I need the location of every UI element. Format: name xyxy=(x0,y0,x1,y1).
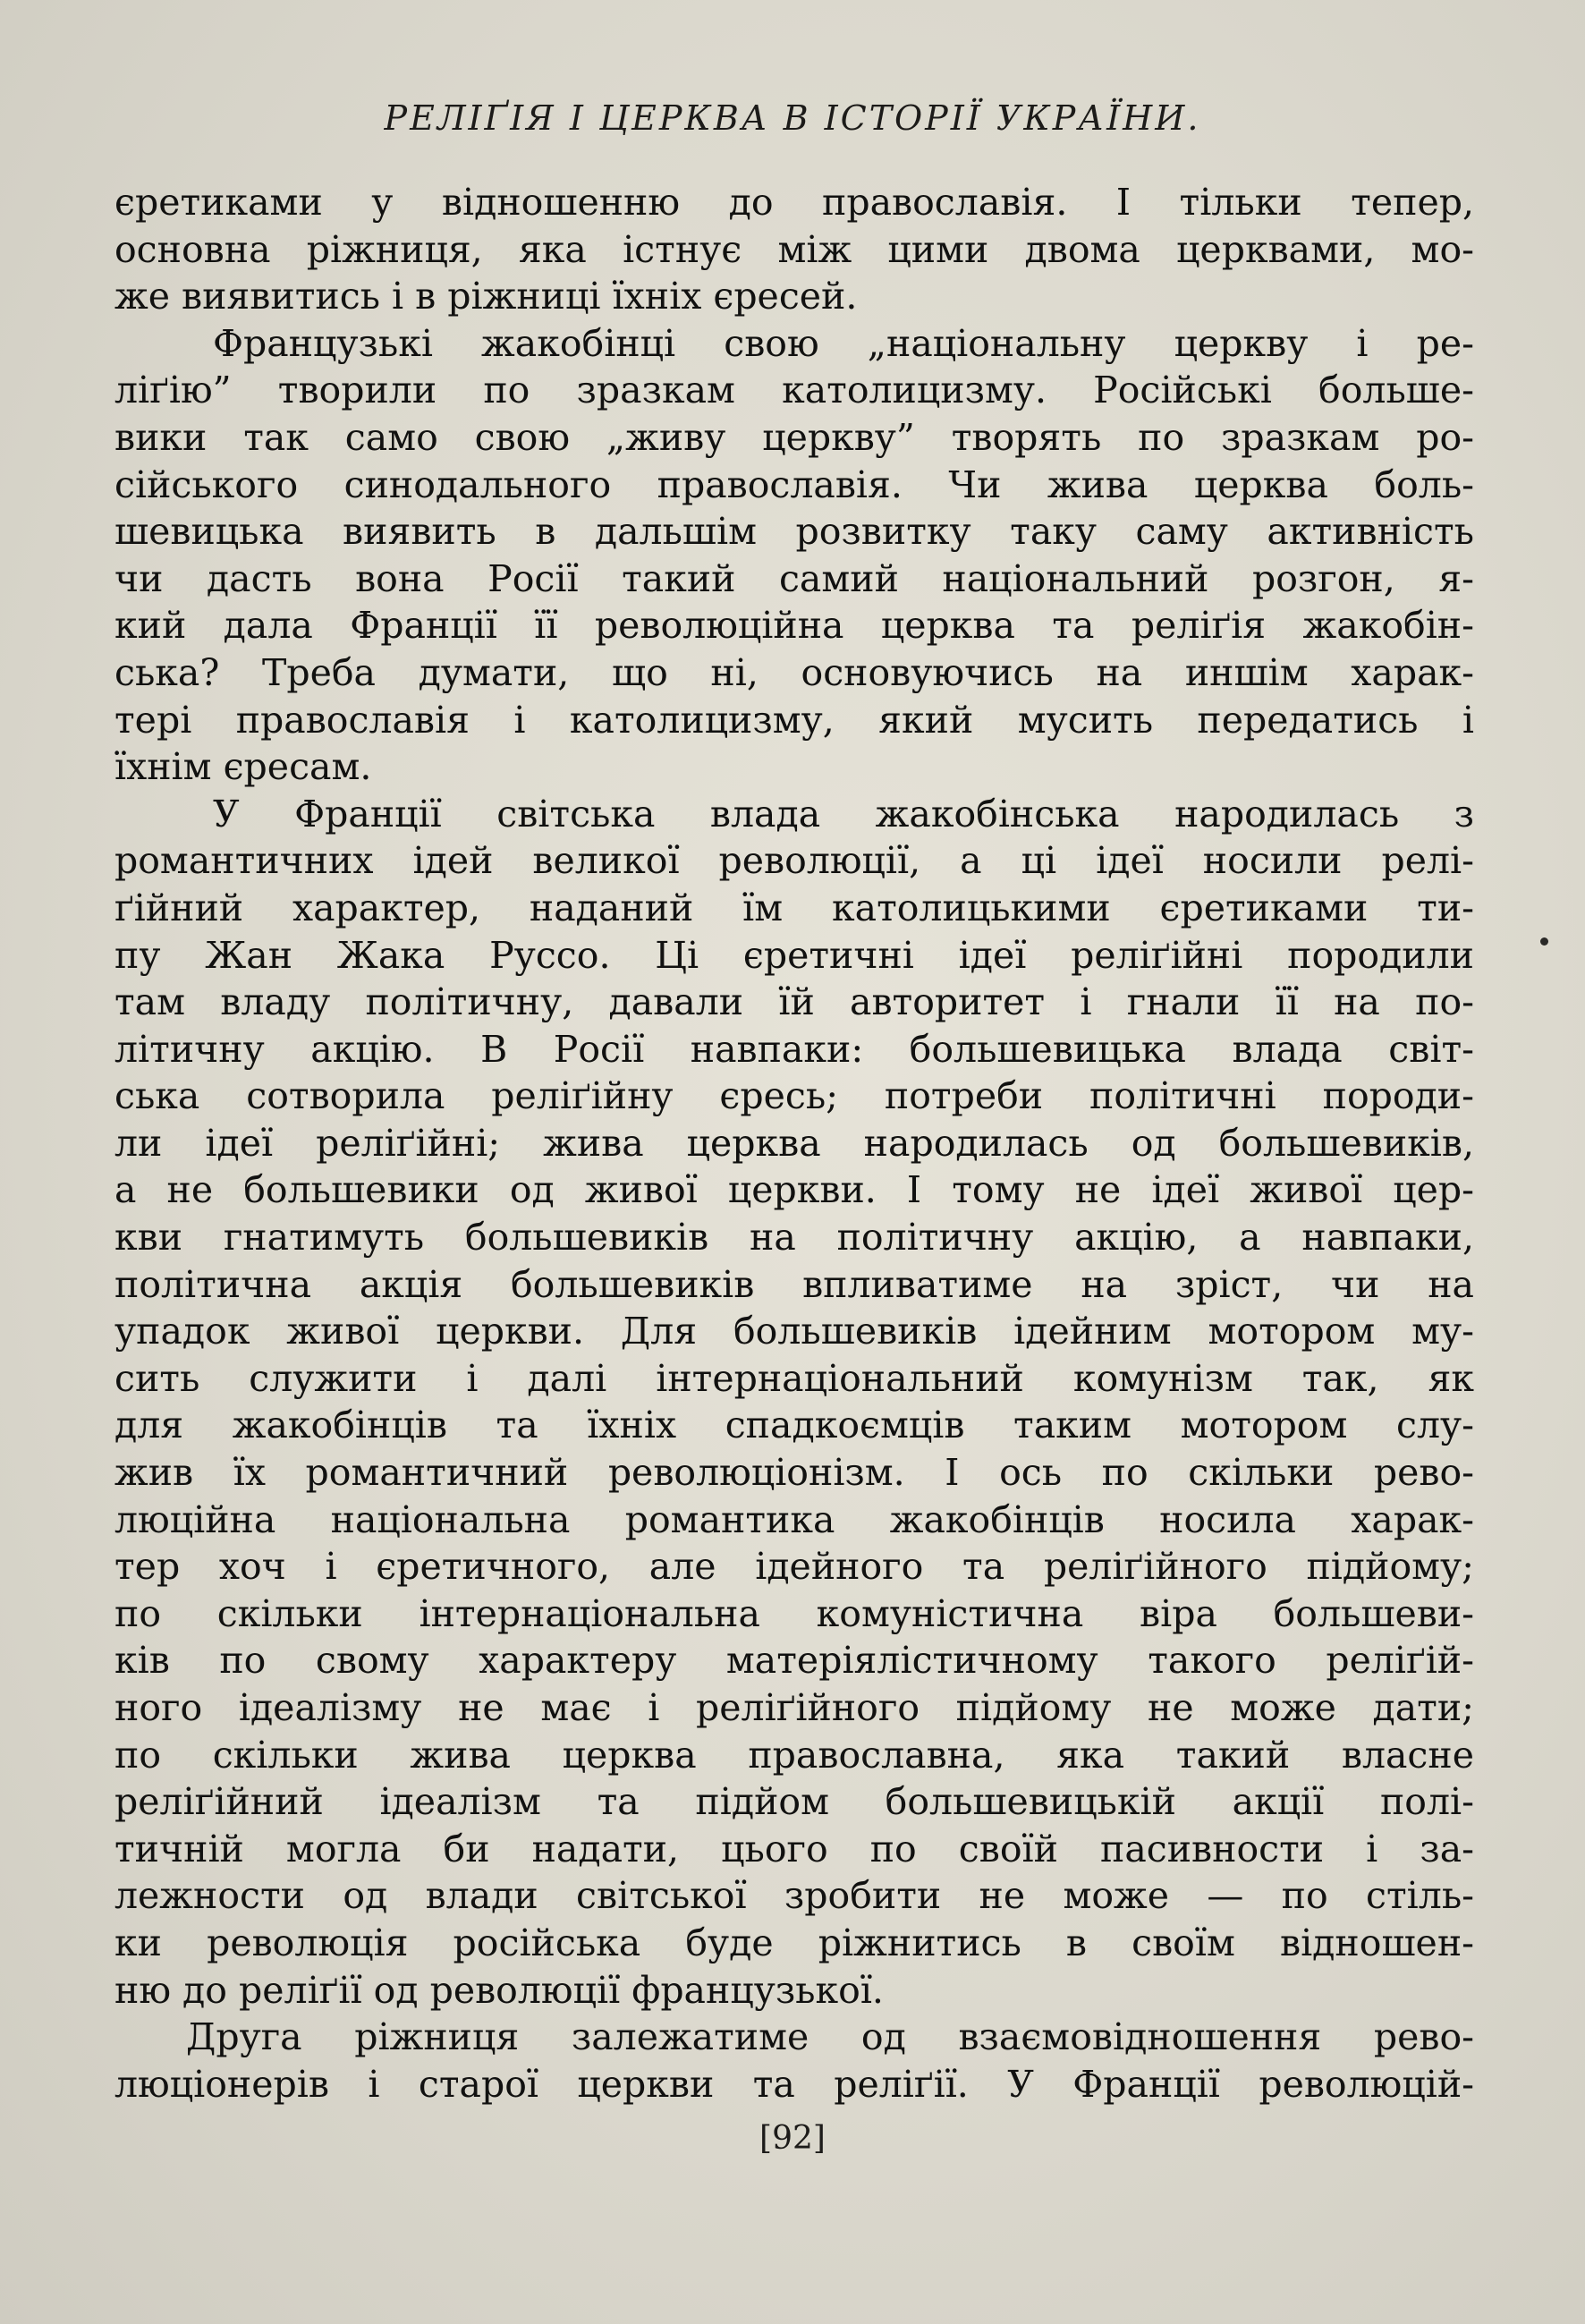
text-line: по скільки інтернаціональна комуністична віра большеви- xyxy=(114,1591,1474,1635)
text-line: ків по свому характеру матеріялістичному такого реліґій- xyxy=(114,1639,1474,1683)
text-line: люціонерів і старої церкви та реліґії. У Франції революцій- xyxy=(114,2062,1474,2106)
text-line: Французькі жакобінці свою „національну церкву і ре- xyxy=(213,321,1474,365)
running-head: РЕЛІҐІЯ І ЦЕРКВА В ІСТОРІЇ УКРАЇНИ. xyxy=(384,98,1201,138)
text-line: чи дасть вона Росії такий самий національний розгон, я- xyxy=(114,556,1474,600)
text-line: Друга ріжниця залежатиме од взаємовідношення рево- xyxy=(186,2015,1474,2059)
text-line: там владу політичну, давали їй авторитет і гнали її на по- xyxy=(114,980,1474,1024)
text-line: шевицька виявить в дальшім розвитку таку саму активність xyxy=(114,510,1474,554)
text-line: упадок живої церкви. Для большевиків ідейним мотором му- xyxy=(114,1310,1474,1353)
text-line: ська? Треба думати, що ні, основуючись на иншім харак- xyxy=(114,650,1474,694)
text-line: сить служити і далі інтернаціональний комунізм так, як xyxy=(114,1356,1474,1400)
text-line: романтичних ідей великої революції, а ці ідеї носили релі- xyxy=(114,839,1474,883)
text-line: ґійний характер, наданий їм католицькими єретиками ти- xyxy=(114,886,1474,929)
text-line: ли ідеї реліґійні; жива церква народилась од большевиків, xyxy=(114,1121,1474,1165)
page-number: [92] xyxy=(759,2120,826,2157)
text-line: кви гнатимуть большевиків на політичну акцію, а навпаки, xyxy=(114,1216,1474,1260)
text-line: сійського синодального православія. Чи жива церква боль- xyxy=(114,462,1474,506)
text-line: ліґію” творили по зразкам католицизму. Російські больше- xyxy=(114,369,1474,412)
text-line: ного ідеалізму не має і реліґійного підйому не може дати; xyxy=(114,1686,1474,1729)
text-line: літичну акцію. В Росії навпаки: большевицька влада світ- xyxy=(114,1027,1474,1071)
text-line: жив їх романтичний революціонізм. І ось по скільки рево- xyxy=(114,1451,1474,1495)
ink-speck xyxy=(1540,937,1548,946)
text-line: тичній могла би надати, цього по своїй пасивности і за- xyxy=(114,1827,1474,1870)
text-line: тер хоч і єретичного, але ідейного та реліґійного підйому; xyxy=(114,1545,1474,1589)
text-line: їхнім єресам. xyxy=(114,745,372,789)
paragraph-4 xyxy=(114,2014,1474,2108)
text-line: лежности од влади світської зробити не може — по стіль- xyxy=(114,1874,1474,1918)
text-line: люційна національна романтика жакобінців носила харак- xyxy=(114,1497,1474,1541)
text-line: кий дала Франції її революційна церква та реліґія жакобін- xyxy=(114,604,1474,648)
text-line: ки революція російська буде ріжнитись в своїм відношен- xyxy=(114,1921,1474,1964)
text-line: ню до реліґії од революції французької. xyxy=(114,1968,884,2012)
text-line: політична акція большевиків впливатиме на зріст, чи на xyxy=(114,1262,1474,1306)
text-line: для жакобінців та їхніх спадкоємців таким мотором слу- xyxy=(114,1404,1474,1447)
body-text xyxy=(114,179,1474,2108)
text-line: реліґійний ідеалізм та підйом большевицькій акції полі- xyxy=(114,1780,1474,1824)
text-line: а не большевики од живої церкви. І тому не ідеї живої цер- xyxy=(114,1168,1474,1212)
paragraph-3 xyxy=(114,791,1474,2014)
paragraph-1 xyxy=(114,179,1474,320)
text-line: єретиками у відношенню до православія. І тільки тепер, xyxy=(114,181,1474,224)
text-line: вики так само свою „живу церкву” творять по зразкам ро- xyxy=(114,415,1474,459)
paragraph-2 xyxy=(114,320,1474,791)
text-line: же виявитись і в ріжниці їхніх єресей. xyxy=(114,275,858,318)
text-line: ська сотворила реліґійну єресь; потреби політичні породи- xyxy=(114,1074,1474,1118)
text-line: У Франції світська влада жакобінська народилась з xyxy=(213,792,1474,835)
text-line: тері православія і католицизму, який мусить передатись і xyxy=(114,698,1474,742)
text-line: основна ріжниця, яка істнує між цими двома церквами, мо- xyxy=(114,227,1474,271)
text-line: пу Жан Жака Руссо. Ці єретичні ідеї реліґійні породили xyxy=(114,933,1474,977)
text-line: по скільки жива церква православна, яка такий власне xyxy=(114,1733,1474,1777)
